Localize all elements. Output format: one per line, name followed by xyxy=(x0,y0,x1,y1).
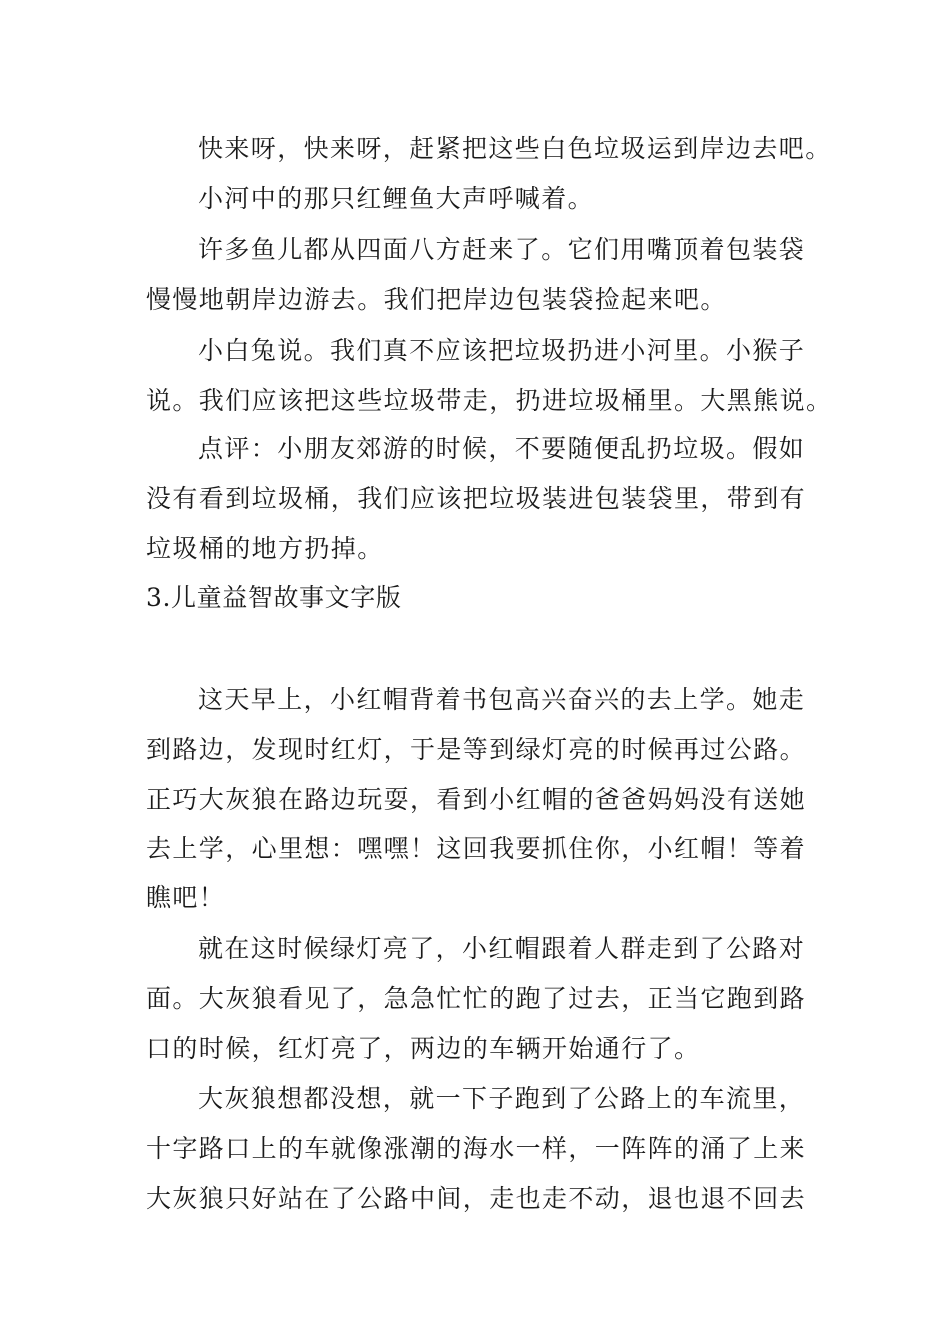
text-line: 没有看到垃圾桶，我们应该把垃圾装进包装袋里，带到有 xyxy=(146,484,807,513)
text-line: 许多鱼儿都从四面八方赶来了。它们用嘴顶着包装袋 xyxy=(198,235,806,264)
text-line: 去上学，心里想：嘿嘿！这回我要抓住你，小红帽！等着 xyxy=(146,834,807,863)
text-line: 这天早上，小红帽背着书包高兴奋兴的去上学。她走 xyxy=(198,685,806,714)
section-heading: 3.儿童益智故事文字版 xyxy=(146,583,402,612)
text-line: 大灰狼想都没想，就一下子跑到了公路上的车流里， xyxy=(198,1084,806,1113)
text-line: 快来呀，快来呀，赶紧把这些白色垃圾运到岸边去吧。 xyxy=(198,134,832,163)
text-line: 说。我们应该把这些垃圾带走，扔进垃圾桶里。大黑熊说。 xyxy=(146,386,833,415)
text-line: 口的时候，红灯亮了，两边的车辆开始通行了。 xyxy=(146,1034,701,1063)
text-line: 就在这时候绿灯亮了，小红帽跟着人群走到了公路对 xyxy=(198,934,806,963)
text-line: 点评：小朋友郊游的时候，不要随便乱扔垃圾。假如 xyxy=(198,434,806,463)
text-line: 慢慢地朝岸边游去。我们把岸边包装袋捡起来吧。 xyxy=(146,285,727,314)
text-line: 正巧大灰狼在路边玩耍，看到小红帽的爸爸妈妈没有送她 xyxy=(146,785,807,814)
text-line: 小河中的那只红鲤鱼大声呼喊着。 xyxy=(198,184,595,213)
text-line: 垃圾桶的地方扔掉。 xyxy=(146,534,384,563)
text-line: 小白兔说。我们真不应该把垃圾扔进小河里。小猴子 xyxy=(198,336,806,365)
text-line: 十字路口上的车就像涨潮的海水一样，一阵阵的涌了上来 xyxy=(146,1134,807,1163)
text-line: 大灰狼只好站在了公路中间，走也走不动，退也退不回去 xyxy=(146,1184,807,1213)
text-line: 瞧吧！ xyxy=(146,883,226,912)
text-line: 到路边，发现时红灯，于是等到绿灯亮的时候再过公路。 xyxy=(146,735,807,764)
text-line: 面。大灰狼看见了，急急忙忙的跑了过去，正当它跑到路 xyxy=(146,984,807,1013)
